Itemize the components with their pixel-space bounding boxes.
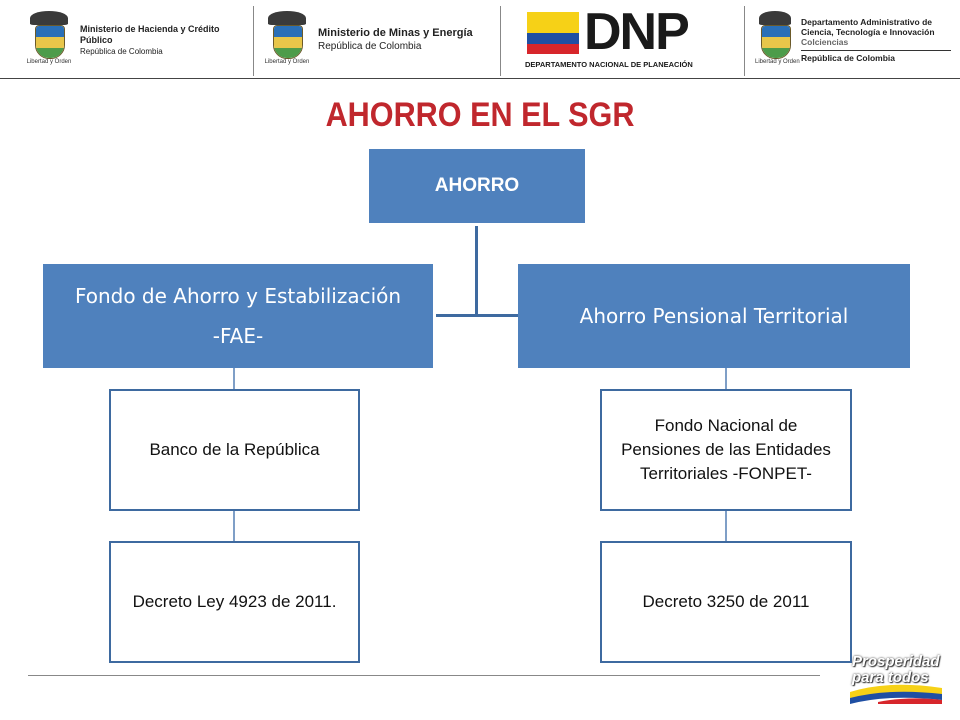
connector-right-2 bbox=[725, 510, 727, 543]
slogan-line1: Prosperidad bbox=[852, 653, 940, 670]
node-ahorro-pensional bbox=[518, 264, 910, 368]
dnp-wordmark: DNP bbox=[584, 3, 688, 61]
header-divider bbox=[253, 6, 254, 76]
node-decreto-3250-label: Decreto 3250 de 2011 bbox=[642, 592, 810, 611]
node-ahorro-label: AHORRO bbox=[434, 175, 520, 196]
footer-rule bbox=[28, 675, 820, 676]
logo-sub: República de Colombia bbox=[318, 41, 422, 52]
node-decreto-4923 bbox=[109, 541, 360, 663]
page-title: AHORRO EN EL SGR bbox=[325, 96, 635, 134]
node-fonpet bbox=[600, 389, 852, 511]
connector-horizontal bbox=[436, 314, 518, 317]
logo-name-line2: Ciencia, Tecnología e Innovación bbox=[801, 27, 935, 37]
logo-name-line3: Colciencias bbox=[801, 37, 849, 47]
node-banco-republica bbox=[109, 389, 360, 511]
logo-sub: República de Colombia bbox=[80, 46, 163, 56]
logo-sub: República de Colombia bbox=[801, 50, 951, 63]
logo-name-line1: Departamento Administrativo de bbox=[801, 17, 932, 27]
connector-left-2 bbox=[233, 510, 235, 543]
logo-name: Ministerio de Hacienda y Crédito Público bbox=[80, 23, 220, 45]
coat-of-arms-icon bbox=[264, 9, 310, 71]
colombia-flag-icon bbox=[527, 12, 579, 54]
node-fonpet-label: Fondo Nacional de Pensiones de las Entidades Territoriales -FONPET- bbox=[621, 416, 831, 483]
node-fae bbox=[43, 264, 433, 368]
connector-root bbox=[475, 226, 478, 316]
node-banco-republica-label: Banco de la República bbox=[149, 440, 320, 459]
header-rule bbox=[0, 78, 960, 79]
logo-ministerio-minas bbox=[264, 4, 488, 76]
node-fae-line1: Fondo de Ahorro y Estabilización bbox=[74, 284, 402, 308]
coat-of-arms-icon bbox=[755, 9, 800, 71]
node-decreto-3250 bbox=[600, 541, 852, 663]
slogan-line2: para todos bbox=[852, 669, 929, 686]
node-decreto-4923-label: Decreto Ley 4923 de 2011. bbox=[132, 592, 337, 611]
header-divider bbox=[744, 6, 745, 76]
logo-motto: Libertad y Orden bbox=[264, 59, 310, 65]
logo-motto: Libertad y Orden bbox=[26, 59, 72, 65]
node-ahorro-pensional-label: Ahorro Pensional Territorial bbox=[579, 304, 849, 328]
dnp-subtitle: DEPARTAMENTO NACIONAL DE PLANEACIÓN bbox=[525, 60, 693, 69]
header-divider bbox=[500, 6, 501, 76]
node-fae-line2: -FAE- bbox=[212, 324, 264, 348]
coat-of-arms-icon bbox=[26, 9, 72, 71]
logo-colciencias bbox=[755, 4, 951, 76]
prosperidad-logo bbox=[848, 652, 944, 704]
logo-ministerio-hacienda bbox=[26, 4, 230, 76]
logo-motto: Libertad y Orden bbox=[755, 59, 800, 65]
node-ahorro bbox=[369, 149, 585, 223]
logo-name: Ministerio de Minas y Energía bbox=[318, 27, 473, 39]
